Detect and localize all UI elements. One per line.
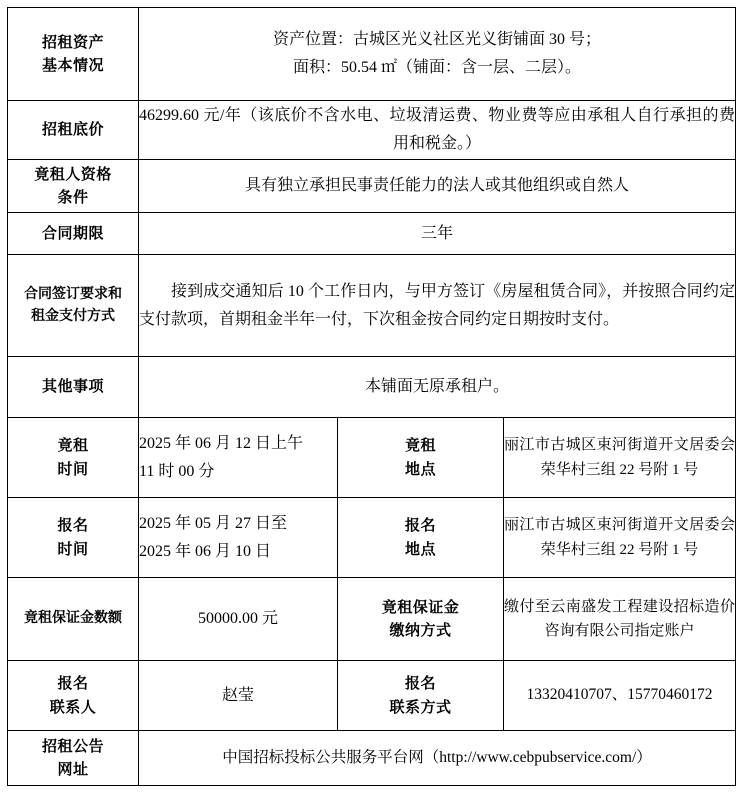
label-line: 联系人 (49, 697, 97, 716)
label-line: 招租底价 (41, 120, 104, 139)
row-label-bid-place (338, 418, 504, 498)
row-value-deposit-amount (139, 578, 338, 661)
contact-person-name: 赵莹 (221, 686, 254, 704)
row-label-contract-term (8, 213, 139, 255)
signup-time-line: 2025 年 05 月 27 日至 (139, 514, 288, 532)
table-row-announcement-url (8, 731, 736, 786)
deposit-amount-line: 50000.00 元 (197, 610, 278, 628)
label-line: 网址 (57, 760, 89, 778)
row-label-contract-signing-payment (8, 255, 139, 357)
row-label-other-matters (8, 357, 139, 418)
row-label-bid-time (8, 418, 139, 498)
row-value-asset-basic-info (139, 8, 736, 101)
table-row-bidder-qualification (8, 160, 736, 213)
label-line: 地点 (404, 459, 436, 478)
label-line: 合同签订要求和 (24, 285, 122, 302)
table-row-base-price (8, 101, 736, 160)
asset-location-line: 资产位置：古城区光义社区光义街铺面 30 号； (272, 31, 601, 49)
row-value-bid-time (139, 418, 338, 498)
label-line: 竟租 (404, 436, 436, 455)
row-value-contract-term: 三年 (139, 213, 736, 255)
row-label-contact-method (338, 661, 504, 731)
label-line: 条件 (57, 188, 89, 206)
label-line: 其他事项 (41, 377, 104, 396)
label-line: 竟租 (57, 436, 89, 455)
label-line: 竟租保证金数额 (24, 610, 122, 627)
row-value-signup-place: 丽江市古城区束河街道开文居委会荣华村三组 22 号附 1 号 (504, 498, 736, 578)
row-value-contact-person (139, 661, 338, 731)
asset-area-line: 面积：50.54 ㎡（铺面：含一层、二层）。 (292, 59, 581, 76)
row-label-deposit-method (338, 578, 504, 661)
label-line: 合同期限 (41, 223, 104, 242)
label-line: 时间 (57, 459, 89, 478)
row-value-contact-phones: 13320410707、15770460172 (504, 661, 736, 731)
label-line: 竟租保证金 (381, 597, 460, 616)
row-label-asset-basic-info (8, 8, 139, 101)
bid-time-line: 2025 年 06 月 12 日上午 (139, 434, 304, 452)
row-value-bidder-qualification: 具有独立承担民事责任能力的法人或其他组织或自然人 (139, 160, 736, 213)
bid-time-line: 11 时 00 分 (139, 462, 215, 480)
table-row-bid-time-place (8, 418, 736, 498)
row-label-bidder-qualification (8, 160, 139, 213)
rental-announcement-table (7, 7, 736, 786)
table-row-contact (8, 661, 736, 731)
row-value-deposit-method: 缴付至云南盛发工程建设招标造价咨询有限公司指定账户 (504, 578, 736, 661)
label-line: 报名 (57, 516, 89, 535)
table-row-deposit (8, 578, 736, 661)
row-value-announcement-url: 中国招标投标公共服务平台网（http://www.cebpubservice.com/） (139, 731, 736, 786)
row-label-contact-person (8, 661, 139, 731)
row-label-signup-time (8, 498, 139, 578)
label-line: 报名 (57, 674, 89, 693)
row-value-contract-signing-payment: 接到成交通知后 10 个工作日内，与甲方签订《房屋租赁合同》，并按照合同约定支付款项，首期租金半年一付，下次租金按合同约定日期按时支付。 (139, 255, 736, 357)
label-line: 基本情况 (41, 56, 104, 74)
label-line: 报名 (404, 674, 436, 693)
row-value-base-price: 46299.60 元/年（该底价不含水电、垃圾清运费、物业费等应由承租人自行承担的费用和税金。） (139, 101, 736, 160)
table-row-contract-signing-payment (8, 255, 736, 357)
signup-time-line: 2025 年 06 月 10 日 (139, 542, 272, 560)
label-line: 缴纳方式 (389, 621, 452, 639)
row-value-bid-place: 丽江市古城区束河街道开文居委会荣华村三组 22 号附 1 号 (504, 418, 736, 498)
label-line: 地点 (404, 539, 436, 558)
label-line: 租金支付方式 (31, 307, 115, 324)
label-line: 竟租人资格 (34, 164, 112, 183)
label-line: 招租公告 (41, 736, 104, 755)
row-label-announcement-url (8, 731, 139, 786)
table-row-signup-time-place (8, 498, 736, 578)
table-row-asset-basic-info (8, 8, 736, 101)
row-label-base-price (8, 101, 139, 160)
row-label-signup-place (338, 498, 504, 578)
table-row-contract-term (8, 213, 736, 255)
table-row-other-matters (8, 357, 736, 418)
label-line: 时间 (57, 539, 89, 558)
row-label-deposit-amount (8, 578, 139, 661)
label-line: 招租资产 (41, 32, 104, 51)
row-value-signup-time (139, 498, 338, 578)
label-line: 联系方式 (389, 697, 452, 716)
row-value-other-matters: 本铺面无原承租户。 (139, 357, 736, 418)
label-line: 报名 (404, 516, 436, 535)
